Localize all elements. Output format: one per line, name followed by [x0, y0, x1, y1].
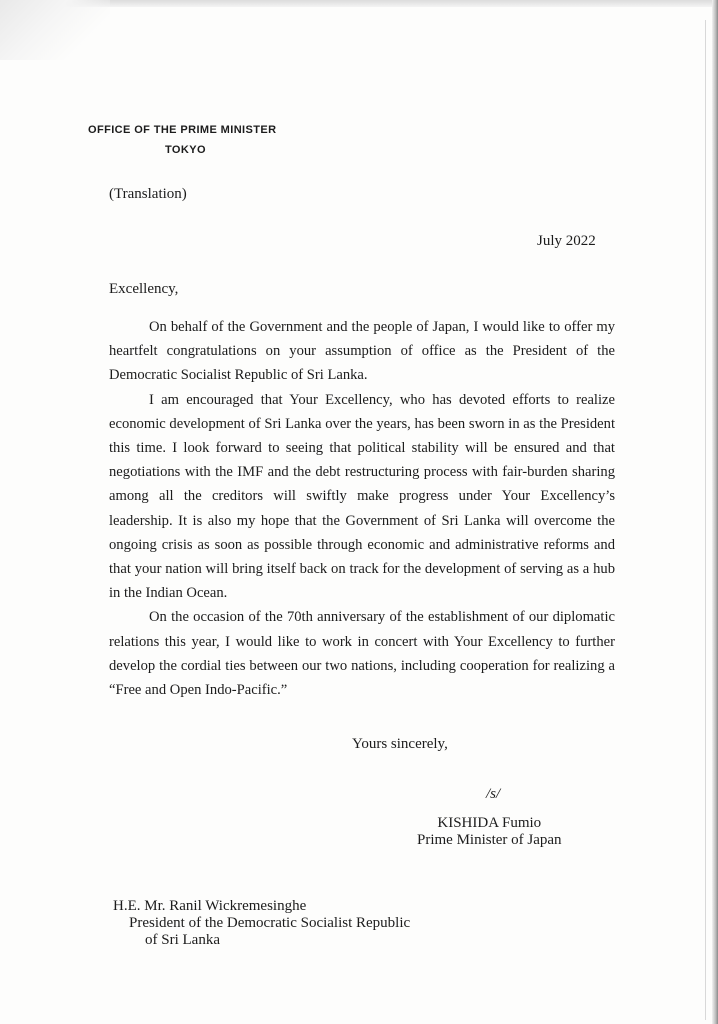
signer-name: KISHIDA Fumio: [437, 815, 542, 831]
salutation: Excellency,: [109, 281, 179, 297]
letterhead-office: OFFICE OF THE PRIME MINISTER: [88, 124, 277, 136]
scan-edge-right: [712, 0, 718, 1024]
paragraph: On the occasion of the 70th anniversary of the establishment of our diplomatic relations this year, I would like to work in concert with Your Excellency to further develop the cordial ties between our two nations, including cooperation for realizing a “Free and Open Indo-Pacific.”: [109, 609, 615, 699]
addressee-block: [113, 898, 410, 949]
scan-fold-line: [705, 20, 706, 1020]
paragraph: On behalf of the Government and the people of Japan, I would like to offer my heartfelt congratulations on your assumption of office as the President of the Democratic Socialist Republic of Sri Lanka.: [109, 319, 615, 384]
translation-note: (Translation): [109, 186, 187, 202]
addressee-country: of Sri Lanka: [145, 932, 220, 948]
signer-block: [417, 815, 562, 849]
addressee-name: H.E. Mr. Ranil Wickremesinghe: [113, 898, 307, 914]
letter-body: [109, 315, 615, 702]
closing: Yours sincerely,: [352, 736, 448, 752]
letterhead-city: TOKYO: [165, 144, 206, 156]
signer-title: Prime Minister of Japan: [417, 832, 562, 848]
letter-date: July 2022: [537, 233, 596, 249]
paragraph: I am encouraged that Your Excellency, who has devoted efforts to realize economic development of Sri Lanka over the years, has been sworn in as the President this time. I look forward to seeing that political stability will be ensured and that negotiations with the IMF and the debt restructuring process with fair-burden sharing among all the creditors will swiftly make progress under Your Excellency’s leadership. It is also my hope that the Government of Sri Lanka will overcome the ongoing crisis as soon as possible through economic and administrative reforms and that your nation will bring itself back on track for the development of serving as a hub in the Indian Ocean.: [109, 391, 615, 602]
signature-mark: /s/: [486, 786, 501, 802]
addressee-title: President of the Democratic Socialist Republic: [129, 915, 411, 931]
scan-corner-shadow: [0, 0, 110, 60]
